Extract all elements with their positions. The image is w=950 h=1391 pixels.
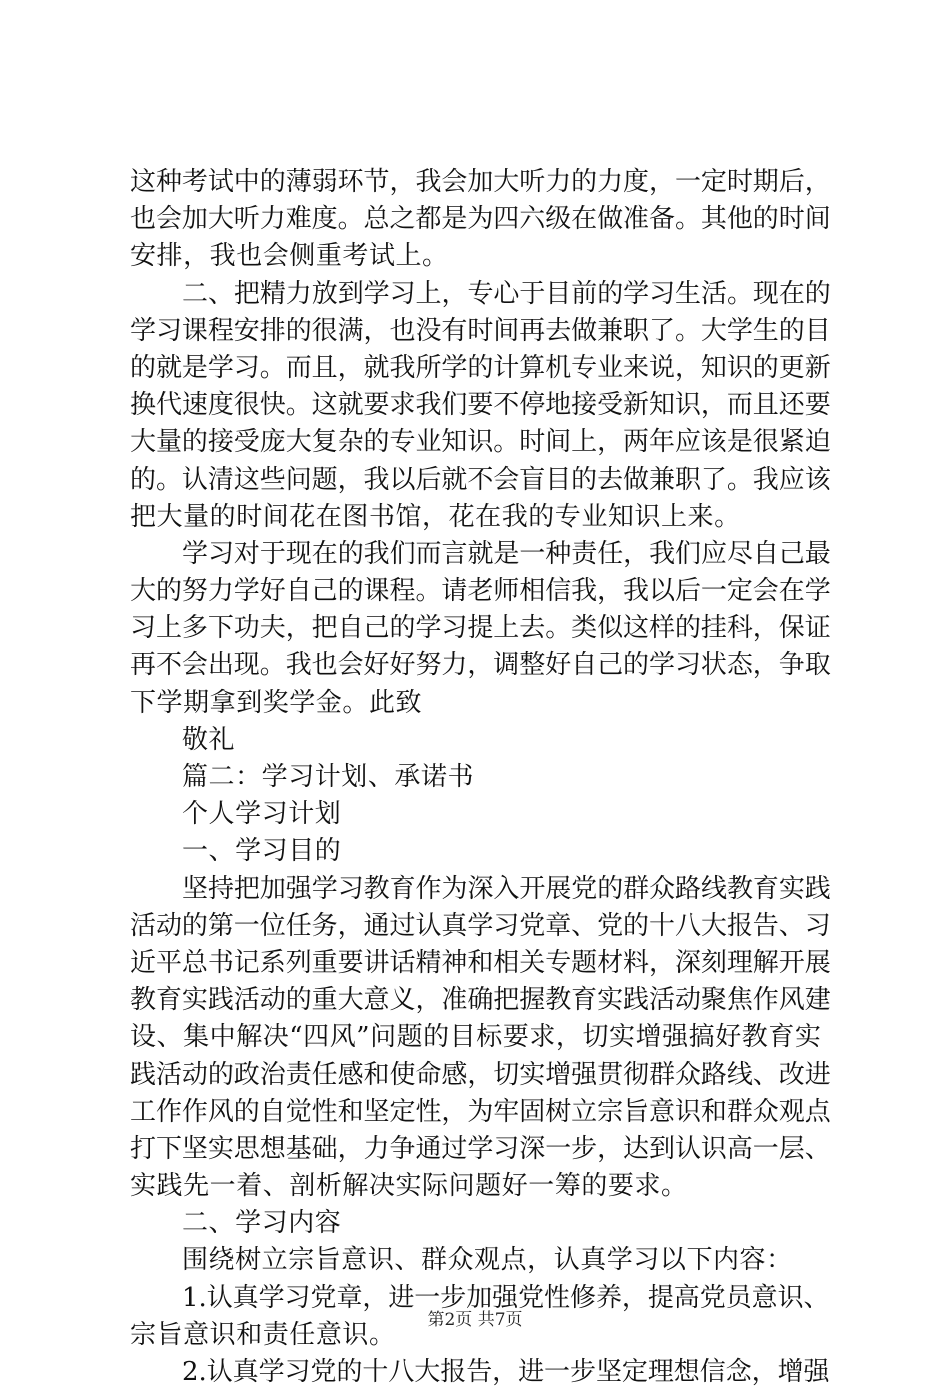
text-line: 习上多下功夫，把自己的学习提上去。类似这样的挂科，保证 <box>130 613 831 644</box>
text-line: 安排，我也会侧重考试上。 <box>130 241 449 272</box>
text-line: 的。认清这些问题，我以后就不会盲目的去做兼职了。我应该 <box>130 464 831 495</box>
document-body <box>130 164 830 1391</box>
page-footer: 第2页 共7页 <box>427 1310 523 1330</box>
text-line: 再不会出现。我也会好好努力，调整好自己的学习状态，争取 <box>130 650 831 681</box>
text-line: 宗旨意识和责任意识。 <box>130 1319 396 1350</box>
text-line: 下学期拿到奖学金。此致 <box>130 687 423 718</box>
text-line: 敬礼 <box>182 724 236 755</box>
text-line: 近平总书记系列重要讲话精神和相关专题材料，深刻理解开展 <box>130 947 831 978</box>
text-line: 打下坚实思想基础，力争通过学习深一步，达到认识高一层、 <box>130 1133 831 1164</box>
text-line: 篇二：学习计划、承诺书 <box>182 762 475 792</box>
text-line: 1.认真学习党章，进一步加强党性修养，提高党员意识、 <box>182 1282 830 1313</box>
text-line: 把大量的时间花在图书馆，花在我的专业知识上来。 <box>130 501 741 532</box>
text-line: 践活动的政治责任感和使命感，切实增强贯彻群众路线、改进 <box>130 1059 831 1090</box>
text-line: 的就是学习。而且，就我所学的计算机专业来说，知识的更新 <box>130 352 831 383</box>
text-line: 学习对于现在的我们而言就是一种责任，我们应尽自己最 <box>182 538 831 569</box>
text-line: 活动的第一位任务，通过认真学习党章、党的十八大报告、习 <box>130 910 831 941</box>
text-line: 换代速度很快。这就要求我们要不停地接受新知识，而且还要 <box>130 390 831 421</box>
text-line: 学习课程安排的很满，也没有时间再去做兼职了。大学生的目 <box>130 315 831 346</box>
text-line: 二、把精力放到学习上，专心于目前的学习生活。现在的 <box>182 278 831 309</box>
text-line: 这种考试中的薄弱环节，我会加大听力的力度，一定时期后， <box>130 167 831 197</box>
text-line: 教育实践活动的重大意义，准确把握教育实践活动聚焦作风建 <box>130 985 831 1016</box>
text-line: 工作作风的自觉性和坚定性，为牢固树立宗旨意识和群众观点 <box>130 1096 831 1127</box>
text-line: 大量的接受庞大复杂的专业知识。时间上，两年应该是很紧迫 <box>130 427 831 458</box>
text-line: 大的努力学好自己的课程。请老师相信我，我以后一定会在学 <box>130 576 831 607</box>
text-line: 坚持把加强学习教育作为深入开展党的群众路线教育实践 <box>182 873 831 904</box>
text-line: 也会加大听力难度。总之都是为四六级在做准备。其他的时间 <box>130 204 831 235</box>
text-line: 围绕树立宗旨意识、群众观点，认真学习以下内容： <box>182 1245 793 1276</box>
text-line: 实践先一着、剖析解决实际问题好一筹的要求。 <box>130 1171 688 1202</box>
text-line: 一、学习目的 <box>182 836 342 867</box>
text-line: 二、学习内容 <box>182 1208 342 1239</box>
text-line: 个人学习计划 <box>182 799 342 830</box>
text-line: 2.认真学习党的十八大报告，进一步坚定理想信念，增强 <box>182 1357 830 1387</box>
text-line: 设、集中解决“四风”问题的目标要求，切实增强搞好教育实 <box>130 1022 822 1053</box>
